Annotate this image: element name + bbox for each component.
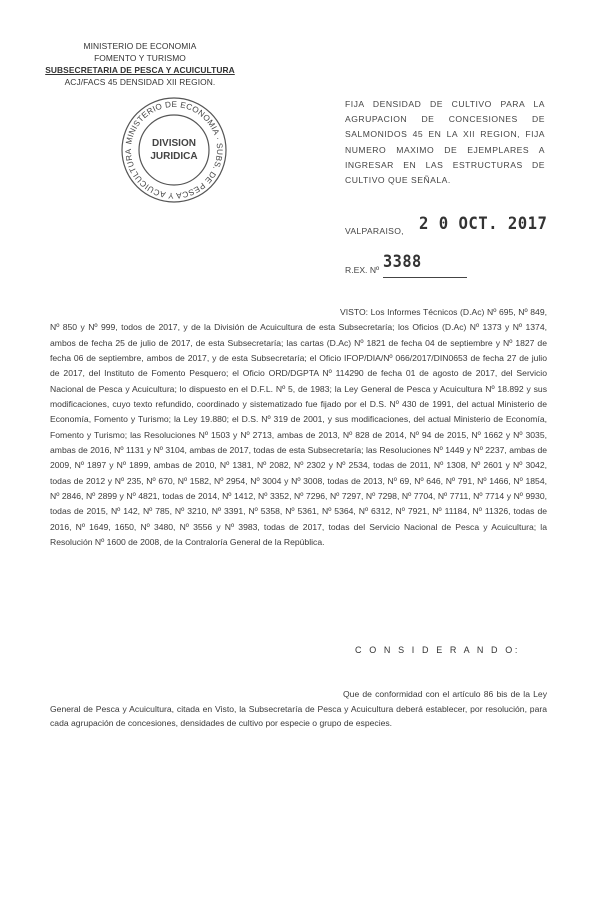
- seal-center-line1: DIVISION: [152, 138, 196, 149]
- considerando-text: de la Ley General de Pesca y Acuicultura, citada en Visto, la Subsecretaría de Pesca y Acuicultura deberá establecer, por resolución, para cada agrupación de concesiones, densidades de cultivo por especie o grupo de especies.: [50, 689, 548, 729]
- ministry-line: MINISTERIO DE ECONOMIA: [83, 41, 197, 51]
- resolution-number: [345, 252, 475, 276]
- reference-code: ACJ/FACS 45 DENSIDAD XII REGION.: [64, 77, 216, 87]
- considerando-first-line: Que de conformidad con el artículo 86 bis: [343, 689, 508, 699]
- visto-text: 695, Nº 849, Nº 850 y Nº 999, todos de 2017, y de la División de Acuicultura de esta Subsecretaría; los Oficios (D.Ac) Nº 1373 y Nº 1374, ambos de fecha 25 de julio de 2017, de esta Subsecretaría; las cartas (D.Ac) Nº 1821 de fecha 04 de septiembre y Nº 1827 de fecha 06 de septiembre, ambos de 2017, y de esta Subsecretaría; el Oficio IFOP/DIA/Nº 066/2017/DIN0653 de fecha 27 de julio de 2017, del Instituto de Fomento Pesquero; el Oficio ORD/DGPTA Nº 114290 de fecha 01 de agosto de 2017, del Servicio Nacional de Pesca y Acuicultura; lo dispuesto en el D.F.L. Nº 5, de 1983; la Ley General de Pesca y Acuicultura Nº 18.892 y sus modificaciones, cuyo texto refundido, coordinado y sistematizado fue fijado por el D.S. Nº 430 de 1991, del actual Ministerio de Economía, Fomento y Turismo; la Ley 19.880; el D.S. Nº 319 de 2001, y sus modificaciones, del actual Ministerio de Economía, Fomento y Turismo; las Resoluciones Nº 1503 y Nº 2713, ambas de 2013, Nº 828 de 2014, Nº 94 de 2015, Nº 1662 y Nº 3035, ambas de 2016, Nº 1131 y Nº 3104, ambas de 2017, todas de esta Subsecretaría; las Resoluciones Nº 1449 y Nº 2237, ambas de 2009, Nº 1897 y Nº 1899, ambas de 2010, Nº 1381, Nº 2082, Nº 2302 y Nº 2534, todas de 2011, Nº 1308, Nº 2601 y Nº 3042, todas de 2012 y Nº 235, Nº 670, Nº 1582, Nº 2954, Nº 3004 y Nº 3008, todas de 2013, Nº 69, Nº 646, Nº 791, Nº 1466, Nº 1854, Nº 2846, Nº 2899 y Nº 4821, todas de 2014, Nº 1412, Nº 3352, Nº 7296, Nº 7297, Nº 7298, Nº 7704, Nº 7711, Nº 7714 y Nº 9930, todas de 2015, Nº 142, Nº 785, Nº 3210, Nº 3391, Nº 5358, Nº 5361, Nº 5364, Nº 6312, Nº 7921, Nº 11184, Nº 11326, todas de 2016, Nº 1649, 1650, Nº 3480, Nº 3556 y Nº 3983, todas de 2017, todas del Servicio Nacional de Pesca y Acuicultura; la Resolución Nº 1600 de 2008, de la Contraloría General de la República.: [50, 307, 547, 548]
- visto-paragraph: [50, 305, 547, 551]
- place-label: VALPARAISO,: [345, 226, 404, 236]
- seal-center-line2: JURIDICA: [150, 151, 198, 162]
- dateline: [345, 214, 565, 244]
- ministry-line-2: FOMENTO Y TURISMO: [94, 53, 186, 63]
- issuer-header: [40, 40, 240, 88]
- juridical-division-seal: [118, 94, 230, 206]
- visto-first-line: VISTO: Los Informes Técnicos (D.Ac) Nº: [340, 307, 497, 317]
- number-underline: [383, 277, 467, 278]
- considerando-paragraph: [50, 687, 547, 731]
- considerando-heading: C O N S I D E R A N D O:: [355, 645, 520, 655]
- seal-ring-text: MINISTERIO DE ECONOMIA · SUBS. DE PESCA Y ACUICULTURA: [123, 99, 225, 201]
- resolution-number-stamp: 3388: [383, 252, 422, 272]
- undersecretariat-line: SUBSECRETARIA DE PESCA Y ACUICULTURA: [45, 65, 235, 75]
- resolution-label: R.EX. Nº: [345, 265, 380, 275]
- resolution-summary: FIJA DENSIDAD DE CULTIVO PARA LA AGRUPACION DE CONCESIONES DE SALMONIDOS 45 EN LA XII REGION, FIJA NUMERO MAXIMO DE EJEMPLARES A INGRESAR EN LAS ESTRUCTURAS DE CULTIVO QUE SEÑALA.: [345, 99, 545, 186]
- date-stamp: 2 0 OCT. 2017: [419, 214, 548, 234]
